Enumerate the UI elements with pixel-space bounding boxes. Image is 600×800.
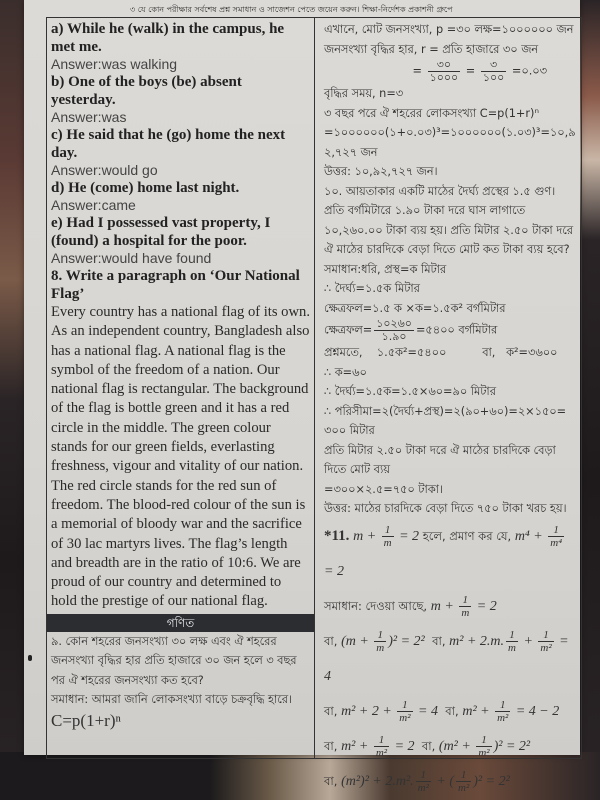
q9-line: বৃদ্ধির সময়, n=৩ bbox=[324, 87, 404, 100]
section-banner-math: গণিত bbox=[47, 614, 314, 632]
fraction: $\frac{১০২৬০}{১.৯০}$ bbox=[376, 317, 412, 343]
q9-line: ৩ বছর পরে ঐ শহরের লোকসংখ্যা C=p(1+r)ⁿ bbox=[324, 106, 539, 120]
left-column bbox=[47, 18, 315, 758]
q9-line: =১০০০০০০(১+০.০৩)³=১০০০০০০(১.০৩)³=১০,৯ bbox=[324, 126, 576, 139]
area-fraction: ক্ষেত্রফল= $\frac{১০২৬০}{১.৯০}$ =৫৪০০ বর্গমিটার bbox=[324, 317, 498, 343]
q10-text: ১০. আয়তাকার একটি মাঠের দৈর্ঘ্য প্রস্থের ১.৫ গুণ। প্রতি বর্গমিটারে ১.৯০ টাকা দরে ঘাস লাগাতে ১০,২৬০.০০ টাকা ব্যয় হয়। প্রতি মিটার ২.৫০ টাকা দরে ঐ মাঠের চারদিকে বেড়া দিতে মোট কত টাকা ব্যয় হবে? bbox=[324, 184, 573, 256]
q10-line: ক্ষেত্রফল=১.৫ ক ×ক=১.৫ক² বর্গমিটার bbox=[324, 301, 506, 315]
q11-step: বা, (m²)² + 2.m². $\frac{1}{\text{m²}}$ + ( $\frac{1}{\text{m²}}$ )² = 2² bbox=[324, 768, 510, 794]
q10-line: সমাধান:ধরি, প্রস্থ=ক মিটার bbox=[324, 262, 447, 276]
q10-line: ∴ দৈর্ঘ্য=১.৫ক মিটার bbox=[324, 282, 420, 295]
exercise-answer: Answer:would have found bbox=[51, 250, 212, 266]
exercise-b bbox=[51, 73, 310, 126]
q10-line: ∴ পরিসীমা=২(দৈর্ঘ্য+প্রস্থ)=২(৯০+৬০)=২×১৫০= bbox=[324, 404, 567, 418]
q11-step: বা, m² + $\frac{1}{\text{m²}}$ = 2 বা, (m² + $\frac{1}{\text{m²}}$ )² = 2² bbox=[324, 733, 531, 759]
exercise-a bbox=[51, 20, 310, 73]
exercise-question: c) He said that he (go) home the next day. bbox=[51, 127, 286, 161]
q11-step: বা, m² + 2 + $\frac{1}{\text{m²}}$ = 4 বা, m² + $\frac{1}{\text{m²}}$ = 4 − 2 bbox=[324, 698, 560, 724]
rate-fraction: = $\frac{৩০}{১০০০}$ = $\frac{৩}{১০০}$ =০.০৩ bbox=[412, 58, 547, 84]
q9-formula: C=p(1+r)ⁿ bbox=[51, 710, 121, 730]
q9-line: ২,৭২৭ জন bbox=[324, 145, 378, 159]
content-box bbox=[46, 17, 582, 794]
q11-step: বা, (m + $\frac{1}{m}$ )² = 2² বা, m² + 2.m. $\frac{1}{m}$ + $\frac{1}{\text{m²}}$ = 4 bbox=[324, 628, 569, 684]
exercise-c bbox=[51, 126, 310, 179]
q10-line: প্রশ্নমতে, ১.৫ক²=৫৪০০ বা, ক²=৩৬০০ bbox=[324, 346, 558, 359]
q10-line: ∴ ক=৬০ bbox=[324, 365, 367, 379]
fraction: $\frac{৩}{১০০}$ bbox=[482, 58, 505, 84]
q9-line: জনসংখ্যা বৃদ্ধির হার, r = প্রতি হাজারে ৩০ জন bbox=[324, 42, 539, 56]
margin-mark bbox=[28, 655, 32, 661]
q10-line: ∴ দৈর্ঘ্য=১.৫ক=১.৫×৬০=৯০ মিটার bbox=[324, 385, 496, 398]
q9-answer: উত্তর: ১০,৯২,৭২৭ জন। bbox=[324, 165, 438, 178]
exercise-answer: Answer:would go bbox=[51, 162, 158, 178]
exercise-question: d) He (come) home last night. bbox=[51, 180, 240, 196]
q9-solution: সমাধান: আমরা জানি লোকসংখ্যা বাড়ে চক্রবৃদ্ধি হারে। bbox=[51, 693, 293, 707]
fraction: $\frac{৩০}{১০০০}$ bbox=[429, 58, 459, 84]
paragraph-heading: 8. Write a paragraph on ‘Our National Flag’ bbox=[51, 268, 300, 302]
q10-answer: উত্তর: মাঠের চারদিকে বেড়া দিতে ৭৫০ টাকা খরচ হয়। bbox=[324, 502, 567, 515]
paragraph-text: Every country has a national flag of its own. As an independent country, Bangladesh also has a national flag. A national flag is the symbol of the freedom of a nation. Our national flag is rectangular. The background of the flag is bottle green and it has a red circle in the middle. The green colour stands for our green fields, everlasting freshness, vigour and vitality of our nation. The red circle stands for the red sun of freedom. The blood-red colour of the sun is a memorial of bloody war and the sacrifice of 30 lac martyrs lives. The flag’s length and breadth are in the ratio of 10:6. We are proud of our country and determined to hold the prestige of our national flag. bbox=[51, 304, 310, 610]
q10-line: প্রতি মিটার ২.৫০ টাকা দরে ঐ মাঠের চারদিকে বেড়া দিতে মোট ব্যয় bbox=[324, 443, 556, 476]
q9-text: ৯. কোন শহরের জনসংখ্যা ৩০ লক্ষ এবং ঐ শহরের জনসংখ্যা বৃদ্ধির হার প্রতি হাজারে ৩০ জন হলে ৩ বছর পর ঐ শহরের জনসংখ্যা কত হবে? bbox=[51, 634, 297, 687]
exercise-question: b) One of the boys (be) absent yesterday. bbox=[51, 74, 242, 108]
exercise-question: a) While he (walk) in the campus, he met me. bbox=[51, 21, 285, 55]
q10-line: =৩০০×২.৫=৭৫০ টাকা। bbox=[324, 482, 443, 496]
running-head: ৩ যে কোন পরীক্ষার সর্বশেষ প্রশ্ন সমাধান ও সাজেশন পেতে জয়েন করুন। শিক্ষা-নির্দেশক প্রকাশনী গ্রুপে bbox=[130, 5, 453, 14]
exercise-answer: Answer:was walking bbox=[51, 56, 178, 72]
exercise-answer: Answer:was bbox=[51, 109, 127, 125]
right-column bbox=[316, 18, 581, 794]
exercise-d bbox=[51, 179, 310, 214]
q11-solution: সমাধান: দেওয়া আছে, m + $\frac{1}{m}$ = 2 bbox=[324, 593, 497, 619]
exercise-question: e) Had I possessed vast property, I (found) a hospital for the poor. bbox=[51, 215, 271, 249]
exercise-answer: Answer:came bbox=[51, 197, 136, 213]
exercise-e bbox=[51, 214, 310, 267]
q11-statement: *11. m + $\frac{1}{m}$ = 2 হলে, প্রমাণ কর যে, m⁴ + $\frac{1}{\text{m⁴}}$ = 2 bbox=[324, 523, 563, 579]
q10-line: ৩০০ মিটার bbox=[324, 424, 375, 437]
q9-line: এখানে, মোট জনসংখ্যা, p =৩০ লক্ষ=১০০০০০০ জন bbox=[324, 23, 574, 36]
